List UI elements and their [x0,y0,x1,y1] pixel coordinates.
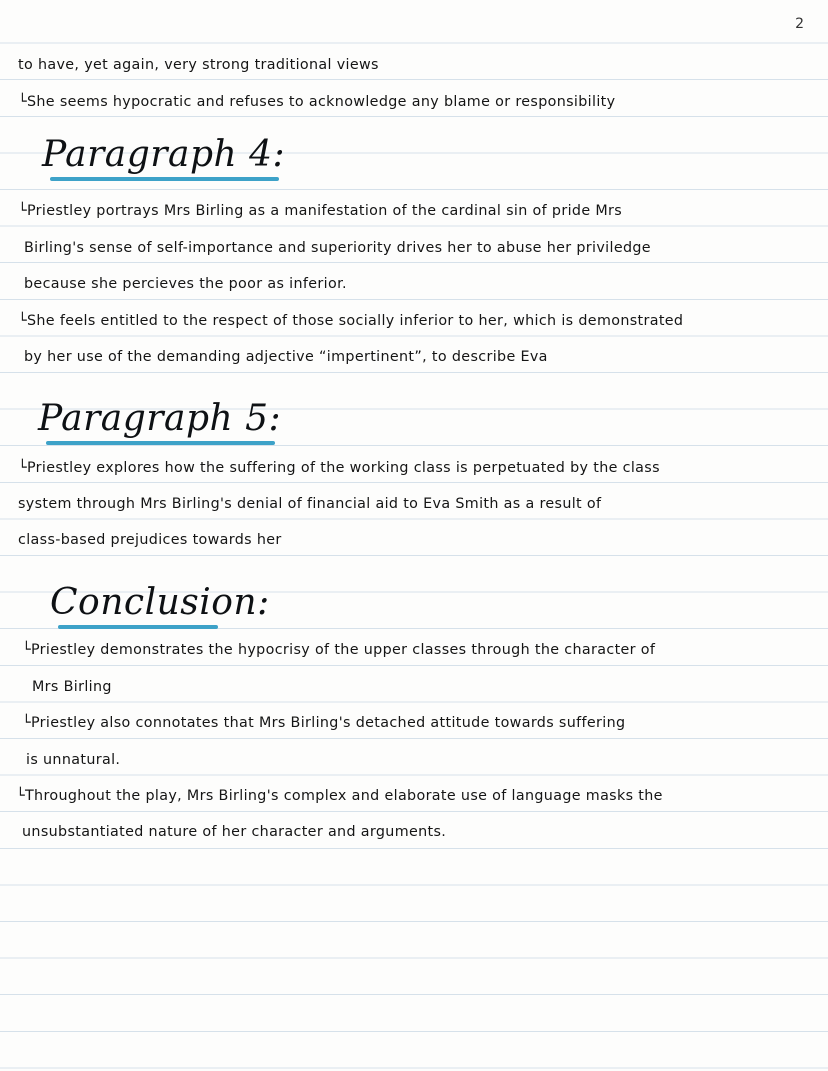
heading-text: Paragraph 4: [42,134,286,175]
note-line: Birling's sense of self-importance and superiority drives her to abuse her priviledge [24,240,651,256]
note-line: is unnatural. [26,752,121,768]
note-line: └Priestley also connotates that Mrs Birling's detached attitude towards suffering [22,715,626,731]
note-line: └Priestley portrays Mrs Birling as a manifestation of the cardinal sin of pride Mrs [18,203,623,219]
heading-underline [50,177,279,181]
note-line: └Priestley explores how the suffering of the working class is perpetuated by the class [18,460,660,476]
note-line: unsubstantiated nature of her character and arguments. [22,824,447,840]
note-line: └Throughout the play, Mrs Birling's complex and elaborate use of language masks the [16,788,663,804]
note-line: to have, yet again, very strong traditional views [18,57,379,73]
note-line: system through Mrs Birling's denial of financial aid to Eva Smith as a result of [18,496,602,512]
heading-text: Conclusion: [50,582,270,623]
conclusion-heading [50,582,270,623]
page-number: 2 [795,16,804,32]
heading-underline [46,441,275,445]
paragraph-5-heading [38,398,281,439]
note-line: by her use of the demanding adjective “impertinent”, to describe Eva [24,349,548,365]
note-line: class-based prejudices towards her [18,532,282,548]
note-line: └She feels entitled to the respect of those socially inferior to her, which is demonstrated [18,313,684,329]
note-line: because she percieves the poor as inferior. [24,276,347,292]
paragraph-4-heading [42,134,285,175]
heading-text: Paragraph 5: [38,398,282,439]
note-line: └She seems hypocratic and refuses to acknowledge any blame or responsibility [18,94,616,110]
heading-underline [58,625,218,629]
note-line: └Priestley demonstrates the hypocrisy of the upper classes through the character of [22,642,656,658]
note-line: Mrs Birling [32,679,112,695]
